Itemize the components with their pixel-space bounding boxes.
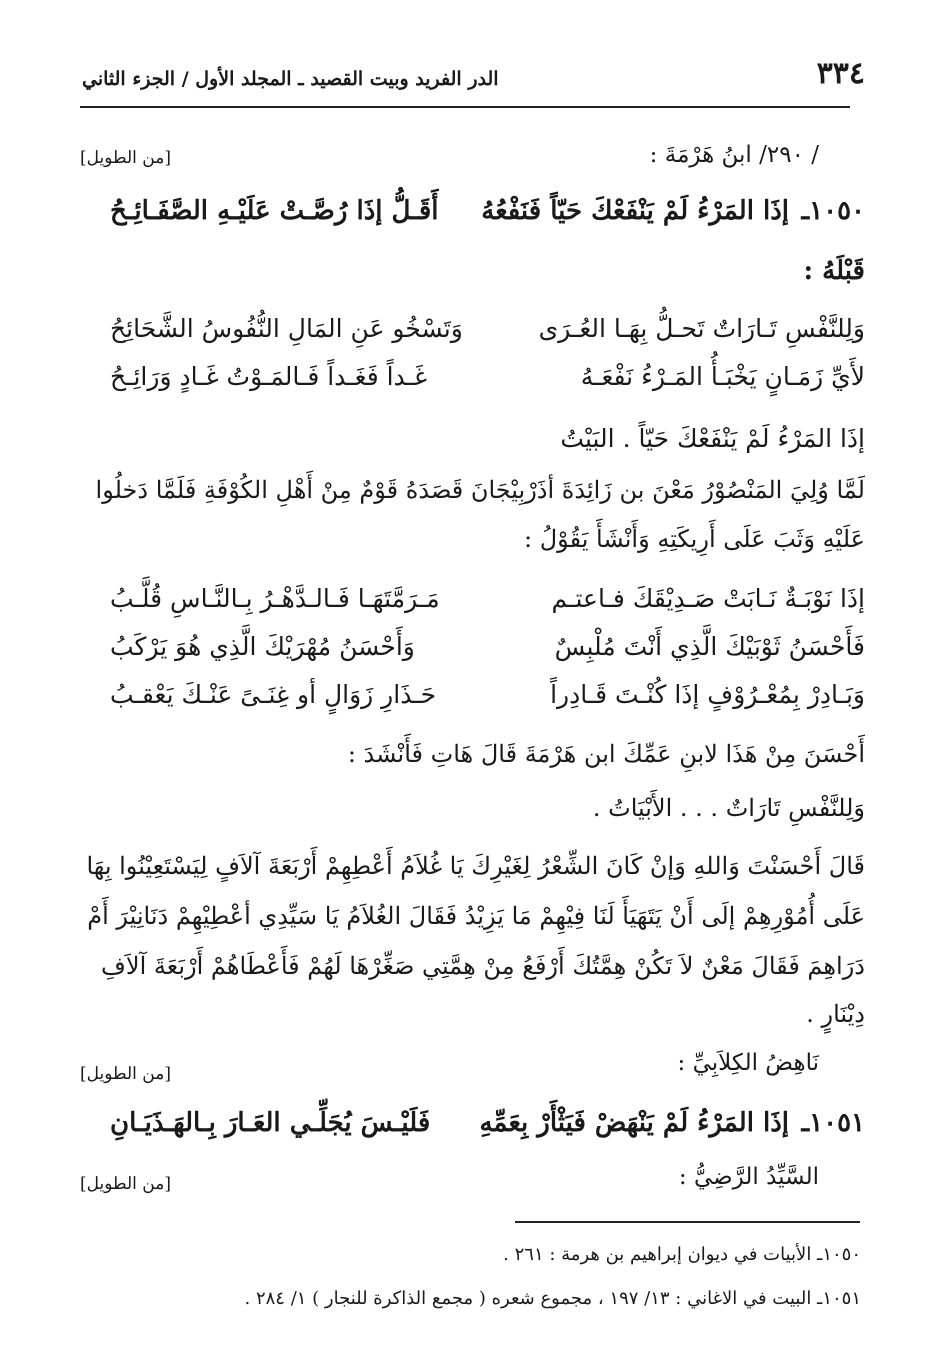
running-title: الدر الفريد وبيت القصيد ـ المجلد الأول / الجزء الثاني [82,68,499,90]
header-rule [80,106,850,108]
story-4-line-3: دَرَاهِمَ فَقَالَ مَعْنٌ لاَ تَكُنْ هِمَّتُكَ أَرْفَعُ مِنْ هِمَّتِي صَغِّرْهَا لَهُمْ فَأَعْطَاهُمْ أَرْبَعَةَ آلاَفِ [101,952,865,980]
story-paragraph-2: أَحْسَنَ مِنْ هَذَا لابنِ عَمِّكَ ابن هَرْمَةَ قَالَ هَاتِ فَأَنْشَدَ : [347,740,865,768]
preceding-verse-1-second: وَتَسْخُو عَنِ المَالِ النُّفُوسُ الشَّحَائِحُ [110,314,463,343]
verse-1050-second-hemistich: أَقَـلُّ إذَا رُصَّـتْ عَلَيْـهِ الصَّفَـائِـحُ [110,196,439,226]
page-number: ٣٣٤ [816,56,865,91]
footnote-rule [515,1221,860,1223]
maan-verse-2-second: وَأَحْسَنُ مُهْرَيْكَ الَّذِي هُوَ يَرْكَبُ [110,632,415,661]
maan-verse-2-first: فَأَحْسَنُ ثَوْبَيْكَ الَّذِي أَنْتَ مُلْبِسٌ [554,632,865,661]
story-paragraph-3: وَلِلنَّفْسِ تَارَاتٌ . . . الأَبْيَاتُ . [592,794,865,822]
verse-number-1051: ١٠٥١ـ [801,1108,865,1138]
story-line-2: عَلَيْهِ وَثَبَ عَلَى أَرِيكَتِهِ وَأَنْشَأَ يَقُوْلُ : [524,525,865,553]
footnote-1051: ١٠٥١ـ البيت في الاغاني : ١٣/ ١٩٧ ، مجموع شعره ( مجمع الذاكرة للنجار ) ١/ ٢٨٤ . [244,1288,861,1309]
before-label: قَبْلَهُ : [803,256,865,286]
story-4-line-4: دِيْنَارٍ . [806,1000,865,1028]
meter-label: [من الطويل] [80,1174,171,1194]
maan-verse-1-first: إذَا نَوْبَـةٌ نَـابَتْ صَـدِيْقَكَ فـاعتـم [551,584,865,613]
maan-verse-1-second: مَـرَمَّتَهَـا فَـالـدَّهْـرُ بِـالنَّـاسِ قُلَّـبُ [110,584,440,613]
poet-name-ibn-harma: / ٢٩٠/ ابنُ هَرْمَةَ : [649,142,819,168]
maan-verse-3-second: حَـذَارِ زَوَالٍ أو غِنَـىً عَنْـكَ يَعْقـبُ [110,680,437,709]
poet-name-radi: السَّيِّدُ الرَّضِيُّ : [678,1164,819,1190]
preceding-verse-2-second: غَـداً فَغَـداً فَـالمَـوْتُ غَـادٍ وَرَائِـحُ [110,362,428,391]
meter-label: [من الطويل] [80,148,171,168]
story-line-1: لَمَّا وُلِيَ المَنْصُوْرُ مَعْنَ بن زَائِدَةَ أذَرْبِيْجَانَ قَصَدَهُ قَوْمٌ مِنْ أَهْلِ الكُوْفَةِ فَلَمَّا دَخلُوا [95,476,865,504]
footnote-1050: ١٠٥٠ـ الأبيات في ديوان إبراهيم بن هرمة : ٢٦١ . [503,1244,861,1265]
story-4-line-1: قَالَ أَحْسَنْتَ وَاللهِ وَإنْ كَانَ الشِّعْرُ لِغَيْرِكَ يَا غُلاَمُ أَعْطِهِمْ أَرْبَعَةَ آلاَفٍ لِيَسْتَعِيْنُوا بِهَا [86,852,865,880]
story-4-line-2: عَلَى أُمُوْرِهِمْ إلَى أَنْ يَتَهَيَأَ لَنَا فِيْهِمْ مَا يَزِيْدُ فَقَالَ الغُلاَمُ يَا سَيِّدِي أعْطِيْهِمْ دَنَانِيْرَ أَمْ [87,902,865,930]
maan-verse-3-first: وَبَـادِرْ بِمُعْـرُوْفٍ إذَا كُنْـتَ قَـادِراً [550,680,865,709]
preceding-verse-2-first: لأَيِّ زَمَـانٍ يَخْبَـأُ المَـرْءُ نَفْعَـهُ [580,362,865,391]
verse-1050-first-hemistich: إذَا المَرْءُ لَمْ يَنْفَعْكَ حَيّاً فَنَفْعُهُ [481,196,789,226]
verse-number-1050: ١٠٥٠ـ [801,196,865,226]
preceding-verse-1-first: وَلِلنَّفْسِ تَـارَاتٌ تَحـلُّ بِهَـا العُـرَى [538,314,865,343]
poet-name-kilabi: نَاهِضُ الكِلاَبِيِّ : [677,1050,819,1076]
meter-label: [من الطويل] [80,1064,171,1084]
verse-1051-second-hemistich: فَلَيْـسَ يُجَلِّـي العَـارَ بِـالهَـذَيَـانِ [110,1108,431,1138]
verse-recall: إذَا المَرْءُ لَمْ يَنْفَعْكَ حَيّاً . البَيْتُ [560,424,865,453]
verse-1051-first-hemistich: إذَا المَرْءُ لَمْ يَنْهَضْ فَيَثْأَرْ بِعَمِّهِ [479,1108,789,1138]
